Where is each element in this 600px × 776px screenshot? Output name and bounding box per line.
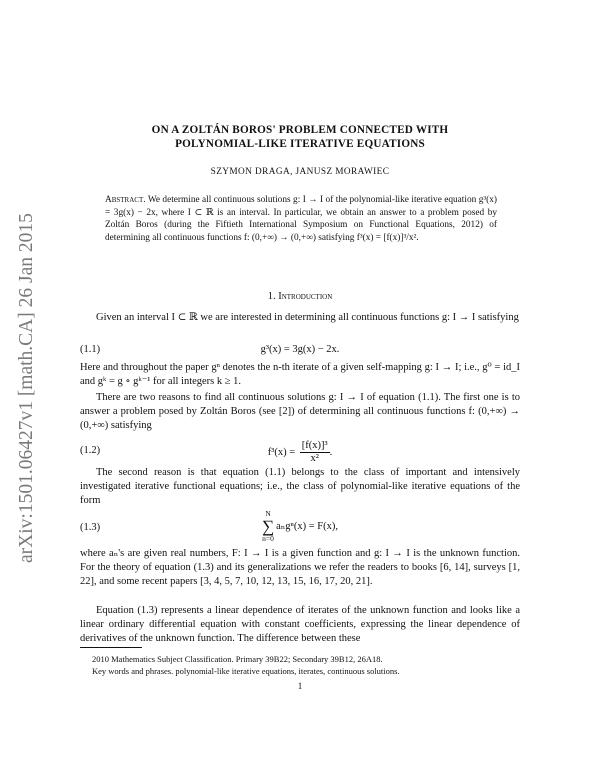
paragraph-3: There are two reasons to find all continuous solutions g: I → I of equation (1.1). The first one is to answer a problem posed by Zoltán Boros (see [2]) of determining all continuous functions f: (0,+∞) → (0,+∞) satisfying	[80, 392, 520, 432]
equation-end: .	[329, 446, 333, 458]
title-line-1: ON A ZOLTÁN BOROS' PROBLEM CONNECTED WITH	[151, 124, 449, 136]
paragraph-2: Here and throughout the paper gⁿ denotes the n-th iterate of a given self-mapping g: I → I; i.e., g⁰ = id_I and gᵏ = g ∘ gᵏ⁻¹ for all integers k ≥ 1.	[80, 362, 520, 388]
abstract-label: Abstract.	[105, 195, 146, 205]
authors: SZYMON DRAGA, JANUSZ MORAWIEC	[210, 167, 390, 177]
arxiv-identifier-stamp	[4, 175, 44, 565]
abstract-text: We determine all continuous solutions g: I → I of the polynomial-like iterative equation g³(x) = 3g(x) − 2x, where I ⊂ ℝ is an interval. In particular, we obtain an answer to a problem posed by Zoltán Boros (during the Fiftieth International Symposium on Functional Equations, 2012) of determining all continuous functions f: (0,+∞) → (0,+∞) satisfying f³(x) = [f(x)]³/x².	[105, 195, 497, 243]
paragraph-4: The second reason is that equation (1.1) belongs to the class of important and intensively investigated iterative functional equations; i.e., the class of polynomial-like iterative equations of the form	[80, 467, 520, 507]
summation	[262, 510, 274, 543]
arxiv-identifier-text: arXiv:1501.06427v1 [math.CA] 26 Jan 2015	[16, 213, 37, 563]
sum-lower-limit: n=0	[262, 534, 274, 543]
fraction-denominator: x²	[310, 453, 319, 464]
keywords: Key words and phrases. polynomial-like iterative equations, iterates, continuous solutions.	[92, 666, 400, 676]
sum-sign: ∑	[261, 517, 275, 536]
title-line-2: POLYNOMIAL-LIKE ITERATIVE EQUATIONS	[175, 138, 425, 150]
paragraph-5: where aₙ's are given real numbers, F: I → I is a given function and g: I → I is the unknown function. For the theory of equation (1.3) and its generalizations we refer the readers to books [6, 14], surveys [1, 22], and some recent papers [3, 4, 5, 7, 10, 12, 13, 15, 16, 17, 20, 21].	[80, 548, 520, 588]
equation-label: (1.2)	[80, 445, 101, 456]
paragraph-6: Equation (1.3) represents a linear dependence of iterates of the unknown function and looks like a linear ordinary differential equation with constant coefficients, expressing the linear dependence of derivatives of the unknown function. The difference between these	[80, 605, 520, 645]
equation-1-2	[80, 440, 520, 466]
equation-1-3	[80, 510, 520, 546]
fraction-numerator: [f(x)]³	[301, 440, 328, 451]
equation-body	[80, 510, 520, 543]
abstract	[105, 194, 497, 244]
equation-rest: aₙgⁿ(x) = F(x),	[276, 520, 338, 532]
equation-body: g³(x) = 3g(x) − 2x.	[260, 344, 340, 355]
page-number: 1	[297, 681, 303, 691]
paper-title	[80, 123, 520, 151]
equation-body	[80, 440, 520, 465]
equation-lhs: f³(x) =	[267, 446, 296, 458]
sum-upper-limit: N	[265, 509, 271, 518]
equation-label: (1.1)	[80, 344, 101, 355]
equation-1-1	[80, 344, 520, 360]
msc-classification: 2010 Mathematics Subject Classification. Primary 39B22; Secondary 39B12, 26A18.	[92, 654, 383, 664]
footnote-rule	[80, 647, 142, 648]
equation-label: (1.3)	[80, 522, 101, 533]
equation-fraction	[300, 440, 330, 465]
paragraph-1: Given an interval I ⊂ ℝ we are interested in determining all continuous functions g: I → I satisfying	[96, 312, 519, 323]
section-heading: 1. Introduction	[267, 291, 333, 302]
